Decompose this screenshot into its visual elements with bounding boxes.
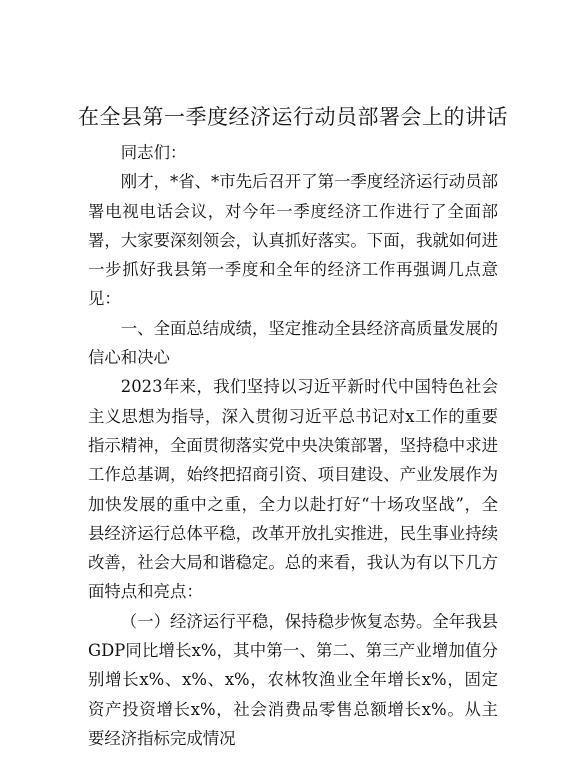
document-title: 在全县第一季度经济运行动员部署会上的讲话 — [78, 105, 508, 129]
document-body — [88, 138, 498, 753]
paragraph-opening: 刚才，*省、*市先后召开了第一季度经济运行动员部署电视电话会议，对今年一季度经济工作进行了全面部署，大家要深刻领会，认真抓好落实。下面，我就如何进一步抓好我县第一季度和全年的经济工作再强调几点意见： — [88, 172, 498, 309]
paragraph-summary: 2023年来，我们坚持以习近平新时代中国特色社会主义思想为指导，深入贯彻习近平总书记对x工作的重要指示精神，全面贯彻落实党中央决策部署，坚持稳中求进工作总基调，始终把招商引资、项目建设、产业发展作为加快发展的重中之重，全力以赴打好“十场攻坚战”，全县经济运行总体平稳，改革开放扎实推进，民生事业持续改善，社会大局和谐稳定。总的来看，我认为有以下几方面特点和亮点： — [88, 377, 498, 602]
salutation: 同志们： — [120, 143, 187, 162]
paragraph-economy: （一）经济运行平稳，保持稳步恢复态势。全年我县GDP同比增长x%，其中第一、第二、第三产业增加值分别增长x%、x%、x%，农林牧渔业全年增长x%，固定资产投资增长x%，社会消费品零售总额增长x%。从主要经济指标完成情况 — [88, 611, 498, 748]
section-heading-1: 一、全面总结成绩，坚定推动全县经济高质量发展的信心和决心 — [88, 318, 498, 368]
